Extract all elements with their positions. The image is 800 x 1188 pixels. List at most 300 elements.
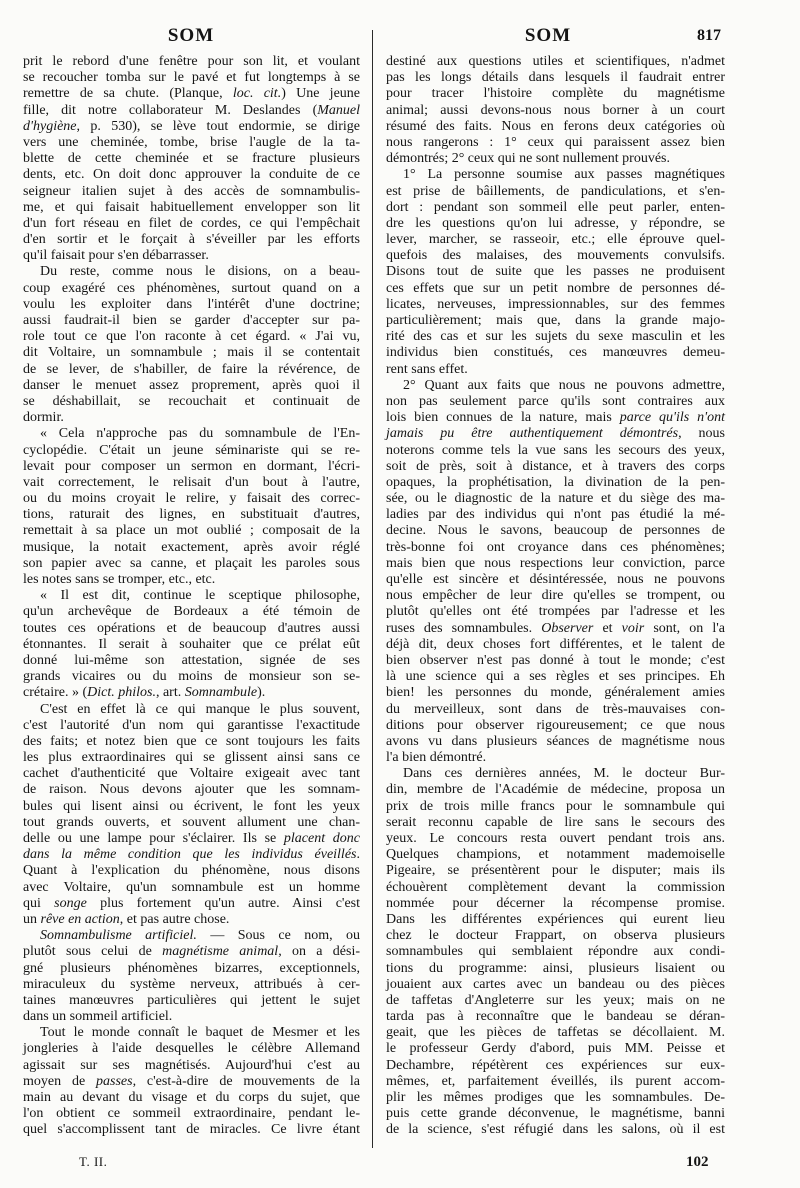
text-run: ) Une jeune	[281, 86, 361, 102]
line-text	[386, 1025, 725, 1040]
text-run: son papier avec sa canne, et plaçait les paroles sous	[23, 555, 360, 571]
line-text	[386, 944, 725, 959]
text-run: destiné aux questions utiles et scientifiques, n'admet	[386, 54, 725, 69]
line-text	[23, 345, 360, 360]
text-run: les plus extraordinaires qui se glissent ainsi sans ce	[23, 750, 360, 766]
line-text	[386, 621, 725, 636]
text-line	[23, 750, 360, 766]
line-text	[23, 410, 64, 425]
text-line	[386, 912, 725, 928]
column-rule	[372, 30, 373, 1148]
text-run: moyen de	[23, 1073, 97, 1089]
text-line	[23, 345, 360, 361]
text-line	[386, 880, 725, 896]
text-line	[40, 426, 360, 442]
line-text	[386, 750, 486, 765]
italic-text: voir	[621, 620, 645, 636]
text-line	[23, 621, 360, 637]
text-run: qu'un archevêque de Bordeaux a été témoin de	[23, 604, 360, 620]
text-run: « Il est dit, continue le sceptique philosophe,	[40, 588, 360, 604]
text-line	[386, 1090, 725, 1106]
line-text	[386, 329, 725, 344]
line-text	[386, 685, 725, 700]
text-line	[23, 281, 360, 297]
line-text	[23, 297, 360, 312]
line-text	[23, 540, 360, 555]
text-run: 1° La personne soumise aux passes magnétiques	[403, 167, 725, 183]
line-text	[23, 831, 360, 846]
text-run: le professeur Gerdy d'abord, puis MM. Peisse et	[386, 1041, 725, 1057]
text-line	[386, 556, 725, 572]
text-run: qu'elle est sincère et désintéressée, nous ne pouvons	[386, 572, 725, 587]
text-run: , c'est-à-dire de mouvements de la	[132, 1073, 360, 1089]
line-text	[386, 507, 725, 522]
line-text	[403, 766, 725, 781]
line-text	[23, 944, 360, 959]
text-line	[386, 394, 725, 410]
text-line	[386, 1025, 725, 1041]
italic-text: Somnambule	[184, 685, 258, 701]
line-text	[386, 896, 725, 911]
text-line	[23, 54, 360, 70]
line-text	[23, 880, 360, 895]
text-line	[386, 264, 725, 280]
text-run: licates, nerveuses, impressionnables, sur des femmes	[386, 296, 725, 312]
line-text	[23, 232, 360, 247]
line-text	[23, 815, 360, 830]
line-text	[23, 1106, 360, 1121]
text-line	[386, 491, 725, 507]
paragraph	[386, 167, 725, 377]
text-line	[23, 718, 360, 734]
text-line	[403, 766, 725, 782]
line-text	[23, 1058, 360, 1073]
text-line	[23, 604, 360, 620]
text-line	[23, 734, 360, 750]
text-run: très-bonne foi ont croyance dans ces phénomènes;	[386, 539, 725, 555]
line-text	[23, 313, 360, 328]
paragraph	[386, 54, 725, 167]
italic-text: magnétisme animal	[162, 944, 279, 960]
text-line	[23, 1009, 360, 1025]
text-line	[386, 362, 725, 378]
line-text	[386, 70, 725, 85]
text-run: Dechambre, répétèrent ces expériences sur eux-	[386, 1057, 725, 1073]
text-line	[403, 378, 725, 394]
line-text	[23, 863, 360, 878]
line-text	[386, 653, 725, 668]
text-run: animal; aussi devons-nous nous borner à un court	[386, 102, 725, 118]
text-line	[23, 831, 360, 847]
text-run: Dans les différentes expériences qui eurent lieu	[386, 911, 725, 927]
text-run: main au devant du visage et du corps du sujet, que	[23, 1090, 360, 1105]
text-line	[40, 702, 360, 718]
text-run: toutes ces opérations et de beaucoup d'autres aussi	[23, 620, 360, 636]
line-text	[386, 1058, 725, 1073]
text-run: de raison. Nous devons ajouter que les somnam-	[23, 782, 360, 798]
text-run: plus fortement qu'un autre. Ainsi c'est	[86, 895, 360, 911]
text-line	[23, 993, 360, 1009]
text-line	[23, 1074, 360, 1090]
line-text	[403, 378, 725, 393]
text-line	[386, 248, 725, 264]
line-text	[23, 459, 360, 474]
text-line	[23, 847, 360, 863]
line-text	[386, 1009, 725, 1024]
text-run: sont, on l'a	[644, 620, 725, 636]
text-line	[386, 1122, 725, 1138]
text-line	[386, 621, 725, 637]
line-text	[40, 1025, 360, 1040]
text-run: dormir.	[23, 410, 64, 426]
italic-text: Manuel	[317, 102, 360, 118]
line-text	[386, 604, 725, 619]
text-run: Dans ces dernières années, M. le docteur Bur-	[403, 766, 725, 782]
text-line	[23, 540, 360, 556]
italic-text: Dict. philos.	[87, 685, 156, 701]
italic-text: placent donc	[283, 831, 361, 846]
line-text	[23, 135, 360, 150]
text-run: crétaire. » (	[23, 685, 88, 701]
text-line	[23, 362, 360, 378]
text-line	[386, 459, 725, 475]
text-line	[386, 831, 725, 847]
line-text	[386, 523, 725, 538]
line-text	[386, 912, 725, 927]
text-run: ).	[257, 685, 266, 701]
text-line	[23, 135, 360, 151]
text-run: nous empêcher de leur dire qu'elles se trompent, ou	[386, 588, 725, 604]
line-text	[23, 1041, 360, 1056]
text-run: d'un fort réseau en filet de cordes, ce qui l'empêchait	[23, 215, 360, 231]
paragraph	[23, 264, 360, 426]
running-head-left: SOM	[167, 25, 215, 46]
text-run: dents, etc. On doit donc approuver la conduite de ce	[23, 167, 360, 183]
text-line	[23, 491, 360, 507]
text-run: jouaient aux cartes avec un bandeau ou des pièces	[386, 976, 725, 992]
line-text	[386, 216, 725, 231]
line-text	[386, 54, 725, 69]
line-text	[23, 523, 360, 538]
text-run: geait, que les pièces de taffetas se décollaient. M.	[386, 1025, 725, 1041]
text-line	[40, 264, 360, 280]
text-line	[23, 961, 360, 977]
text-run: remettre de sa chute. (Planque,	[23, 86, 233, 102]
text-line	[386, 1058, 725, 1074]
paragraph	[23, 426, 360, 588]
text-run: mêmes, et, parfaitement éveillés, ils purent accom-	[386, 1073, 725, 1089]
text-run: sée, ou le diagnostic de la nature et du siège des ma-	[386, 491, 725, 507]
text-line	[23, 1122, 360, 1138]
text-run: est prise de bâillements, de pandiculations, et s'en-	[386, 183, 725, 199]
line-text	[386, 103, 725, 118]
text-run: pas les longs détails dans lesquels il faudrait entrer	[386, 70, 725, 86]
text-line	[23, 766, 360, 782]
text-run: quefois des malaises, des mouvements convulsifs.	[386, 248, 725, 264]
text-line	[23, 669, 360, 685]
line-text	[386, 993, 725, 1008]
line-text	[386, 572, 725, 587]
line-text	[386, 184, 725, 199]
text-run: là une science qui a ses règles et ses principes. Eh	[386, 669, 725, 685]
line-text	[40, 702, 360, 717]
text-line	[386, 685, 725, 701]
text-line	[23, 863, 360, 879]
text-line	[23, 119, 360, 135]
text-run: avec Voltaire, qu'un somnambule est un homme	[23, 879, 360, 895]
text-run: du merveilleux, sont dans de très-mauvaises con-	[386, 701, 725, 717]
text-run: étonnantes. Il serait à souhaiter que ce prélat eût	[23, 636, 360, 652]
text-run: qu'il faisait pour s'en débarrasser.	[23, 248, 209, 264]
line-text	[23, 669, 360, 684]
text-line	[23, 313, 360, 329]
text-line	[23, 475, 360, 491]
line-text	[386, 1106, 725, 1121]
text-line	[23, 912, 360, 928]
text-line	[386, 669, 725, 685]
text-line	[40, 1025, 360, 1041]
line-text	[23, 475, 360, 490]
line-text	[386, 394, 725, 409]
text-run: lois bien connues de la nature, mais	[386, 410, 620, 426]
text-line	[23, 507, 360, 523]
text-line	[23, 70, 360, 86]
right-column	[386, 54, 725, 1139]
text-line	[403, 167, 725, 183]
italic-text: loc. cit.	[232, 86, 282, 102]
line-text	[23, 1090, 360, 1105]
text-run: échouèrent complètement devant la commission	[386, 879, 725, 895]
text-run: taines manœuvres particulières qui jettent le sujet	[23, 992, 360, 1008]
text-run: musique, la notait exactement, après avoir réglé	[23, 539, 360, 555]
line-text	[23, 491, 360, 506]
text-line	[23, 556, 360, 572]
text-run: de la science, s'est réfugié dans les salons, où il est	[386, 1122, 725, 1138]
text-run: noterons comme tels la vue sans les secours des yeux,	[386, 442, 725, 458]
text-run: qui	[23, 895, 55, 911]
text-run: et	[593, 620, 622, 636]
text-line	[23, 637, 360, 653]
text-run: delle ou une lampe pour s'éclairer. Ils se	[23, 831, 284, 846]
line-text	[23, 1122, 360, 1137]
text-line	[386, 993, 725, 1009]
text-line	[23, 151, 360, 167]
paragraph	[23, 54, 360, 264]
line-text	[386, 232, 725, 247]
text-line	[23, 1090, 360, 1106]
text-run: résumé des faits. Nous en ferons deux catégories où	[386, 118, 725, 134]
italic-text: d'hygiène	[23, 118, 77, 134]
text-line	[386, 200, 725, 216]
line-text	[23, 103, 360, 118]
text-line	[23, 977, 360, 993]
line-text	[23, 200, 360, 215]
line-text	[386, 799, 725, 814]
text-line	[386, 604, 725, 620]
line-text	[23, 151, 360, 166]
text-line	[23, 184, 360, 200]
text-line	[386, 135, 725, 151]
italic-text: songe	[54, 895, 87, 911]
line-text	[23, 329, 360, 344]
paragraph	[386, 378, 725, 767]
line-text	[386, 782, 725, 797]
line-text	[23, 167, 360, 182]
text-run: des faits; et notez bien que ce sont toujours les faits	[23, 733, 360, 749]
text-run: seigneur italien sujet à des accès de somnambulis-	[23, 183, 360, 199]
text-line	[386, 1041, 725, 1057]
line-text	[386, 313, 725, 328]
text-run: avons vu dans plusieurs séances de magnétisme nous	[386, 733, 725, 749]
text-line	[23, 297, 360, 313]
line-text	[23, 766, 360, 781]
text-run: yeux. Le concours resta ouvert pendant trois ans.	[386, 831, 725, 846]
text-run: un	[23, 911, 41, 927]
text-run: Disons tout de suite que les passes ne produisent	[386, 264, 725, 280]
text-line	[386, 702, 725, 718]
line-text	[23, 912, 229, 927]
line-text	[23, 394, 360, 409]
line-text	[386, 847, 725, 862]
text-line	[386, 977, 725, 993]
text-run: se recoucher tomba sur le pavé et fut longtemps à se	[23, 70, 360, 86]
text-line	[23, 410, 360, 426]
text-line	[386, 961, 725, 977]
text-line	[23, 1106, 360, 1122]
line-text	[386, 977, 725, 992]
text-line	[386, 718, 725, 734]
text-run: .	[356, 847, 360, 863]
line-text	[386, 362, 468, 377]
line-text	[386, 86, 725, 101]
line-text	[23, 847, 360, 862]
volume-mark: T. II.	[79, 1154, 108, 1169]
text-line	[23, 167, 360, 183]
line-text	[23, 1009, 172, 1024]
left-column	[23, 54, 360, 1139]
text-line	[386, 475, 725, 491]
text-run: rité des cas et sur les sujets du sexe masculin et les	[386, 329, 725, 345]
line-text	[386, 1090, 725, 1105]
text-line	[386, 1074, 725, 1090]
text-run: c'est l'autorité d'un nom qui garantisse l'exactitude	[23, 717, 360, 733]
line-text	[386, 702, 725, 717]
text-line	[386, 815, 725, 831]
text-run: plir les mêmes prodiges que les somnambules. De-	[386, 1090, 725, 1105]
text-line	[386, 653, 725, 669]
line-text	[23, 653, 360, 668]
text-run: les notes sans se tromper, etc., etc.	[23, 572, 216, 587]
text-run: particulièrement; mais que, dans la grande majo-	[386, 313, 725, 328]
italic-text: parce qu'ils n'ont	[619, 410, 725, 426]
text-run: , et pas autre chose.	[119, 911, 230, 927]
text-run: dit Voltaire, un somnambule ; mais il se contentait	[23, 345, 360, 361]
text-line	[386, 281, 725, 297]
text-line	[386, 119, 725, 135]
text-run: de taffetas d'Angleterre sur les yeux; mais on ne	[386, 992, 725, 1008]
text-line	[386, 297, 725, 313]
text-line	[23, 248, 360, 264]
text-line	[386, 54, 725, 70]
text-line	[23, 378, 360, 394]
text-line	[386, 86, 725, 102]
text-run: lever, marcher, se rasseoir, etc.; elle éprouve quel-	[386, 232, 725, 248]
text-line	[23, 799, 360, 815]
line-text	[386, 151, 670, 166]
text-run: déjà dit, deux choses fort différentes, et le talent de	[386, 636, 725, 652]
text-run: « Cela n'approche pas du somnambule de l'En-	[40, 426, 360, 442]
line-text	[23, 718, 360, 733]
line-text	[23, 216, 360, 231]
line-text	[386, 556, 725, 571]
text-run: role tout ce que l'on raconte à cet égard. « J'ai vu,	[23, 329, 360, 345]
line-text	[386, 248, 725, 263]
text-run: miraculeux du système nerveux, attribués à cer-	[23, 976, 360, 992]
text-run: serait reconnu capable de lire sans le secours des	[386, 814, 725, 830]
text-run: danser le menuet assez proprement, après quoi il	[23, 377, 360, 393]
text-line	[386, 863, 725, 879]
text-line	[23, 815, 360, 831]
text-line	[23, 200, 360, 216]
text-line	[23, 523, 360, 539]
text-line	[23, 572, 360, 588]
text-line	[386, 588, 725, 604]
line-text	[386, 815, 725, 830]
text-line	[386, 734, 725, 750]
text-run: Pigeaire, se présentèrent pour le disputer; mais ils	[386, 863, 725, 879]
text-run: aussi faudrait-il bien se garder d'accepter sur pa-	[23, 313, 360, 328]
line-text	[40, 426, 360, 441]
text-line	[386, 443, 725, 459]
line-text	[23, 782, 360, 797]
text-line	[23, 1041, 360, 1057]
text-run: bien observer n'est pas donné à tout le monde; c'est	[386, 652, 725, 668]
text-run: , art.	[155, 685, 185, 701]
line-text	[386, 718, 725, 733]
italic-text: Observer	[541, 620, 594, 636]
text-run: de se lever, de s'habiller, de faire la révérence, de	[23, 361, 360, 377]
text-run: coup exagéré ces phénomènes, surtout quand on a	[23, 280, 360, 296]
text-line	[23, 782, 360, 798]
line-text	[23, 248, 209, 263]
text-run: tarda pas à reconnaître que le bandeau se déran-	[386, 1009, 725, 1025]
line-text	[386, 961, 725, 976]
line-text	[23, 86, 360, 101]
italic-text: passes	[96, 1073, 133, 1089]
text-run: non pas seulement parce qu'ils sont contraires aux	[386, 393, 725, 409]
text-run: C'est en effet là ce qui manque le plus souvent,	[40, 701, 360, 717]
line-text	[23, 184, 360, 199]
text-line	[386, 216, 725, 232]
line-text	[23, 637, 360, 652]
text-line	[386, 410, 725, 426]
text-run: quel s'accomplissent tant de miracles. Ce livre étant	[23, 1122, 360, 1138]
text-run: vait correctement, le relisait d'un bout à l'autre,	[23, 474, 360, 490]
text-line	[23, 685, 360, 701]
line-text	[386, 135, 725, 150]
line-text	[40, 264, 360, 279]
line-text	[40, 588, 360, 603]
text-run: bules qui lisent ainsi ou écrivent, le font les yeux	[23, 798, 360, 814]
text-line	[386, 847, 725, 863]
text-line	[23, 216, 360, 232]
text-run: ou du moins croyait le relire, y faisait des correc-	[23, 491, 360, 507]
line-text	[386, 264, 725, 279]
text-line	[23, 896, 360, 912]
line-text	[23, 621, 360, 636]
text-run: tions du programme: ainsi, plusieurs lisaient ou	[386, 960, 725, 976]
line-text	[386, 281, 725, 296]
